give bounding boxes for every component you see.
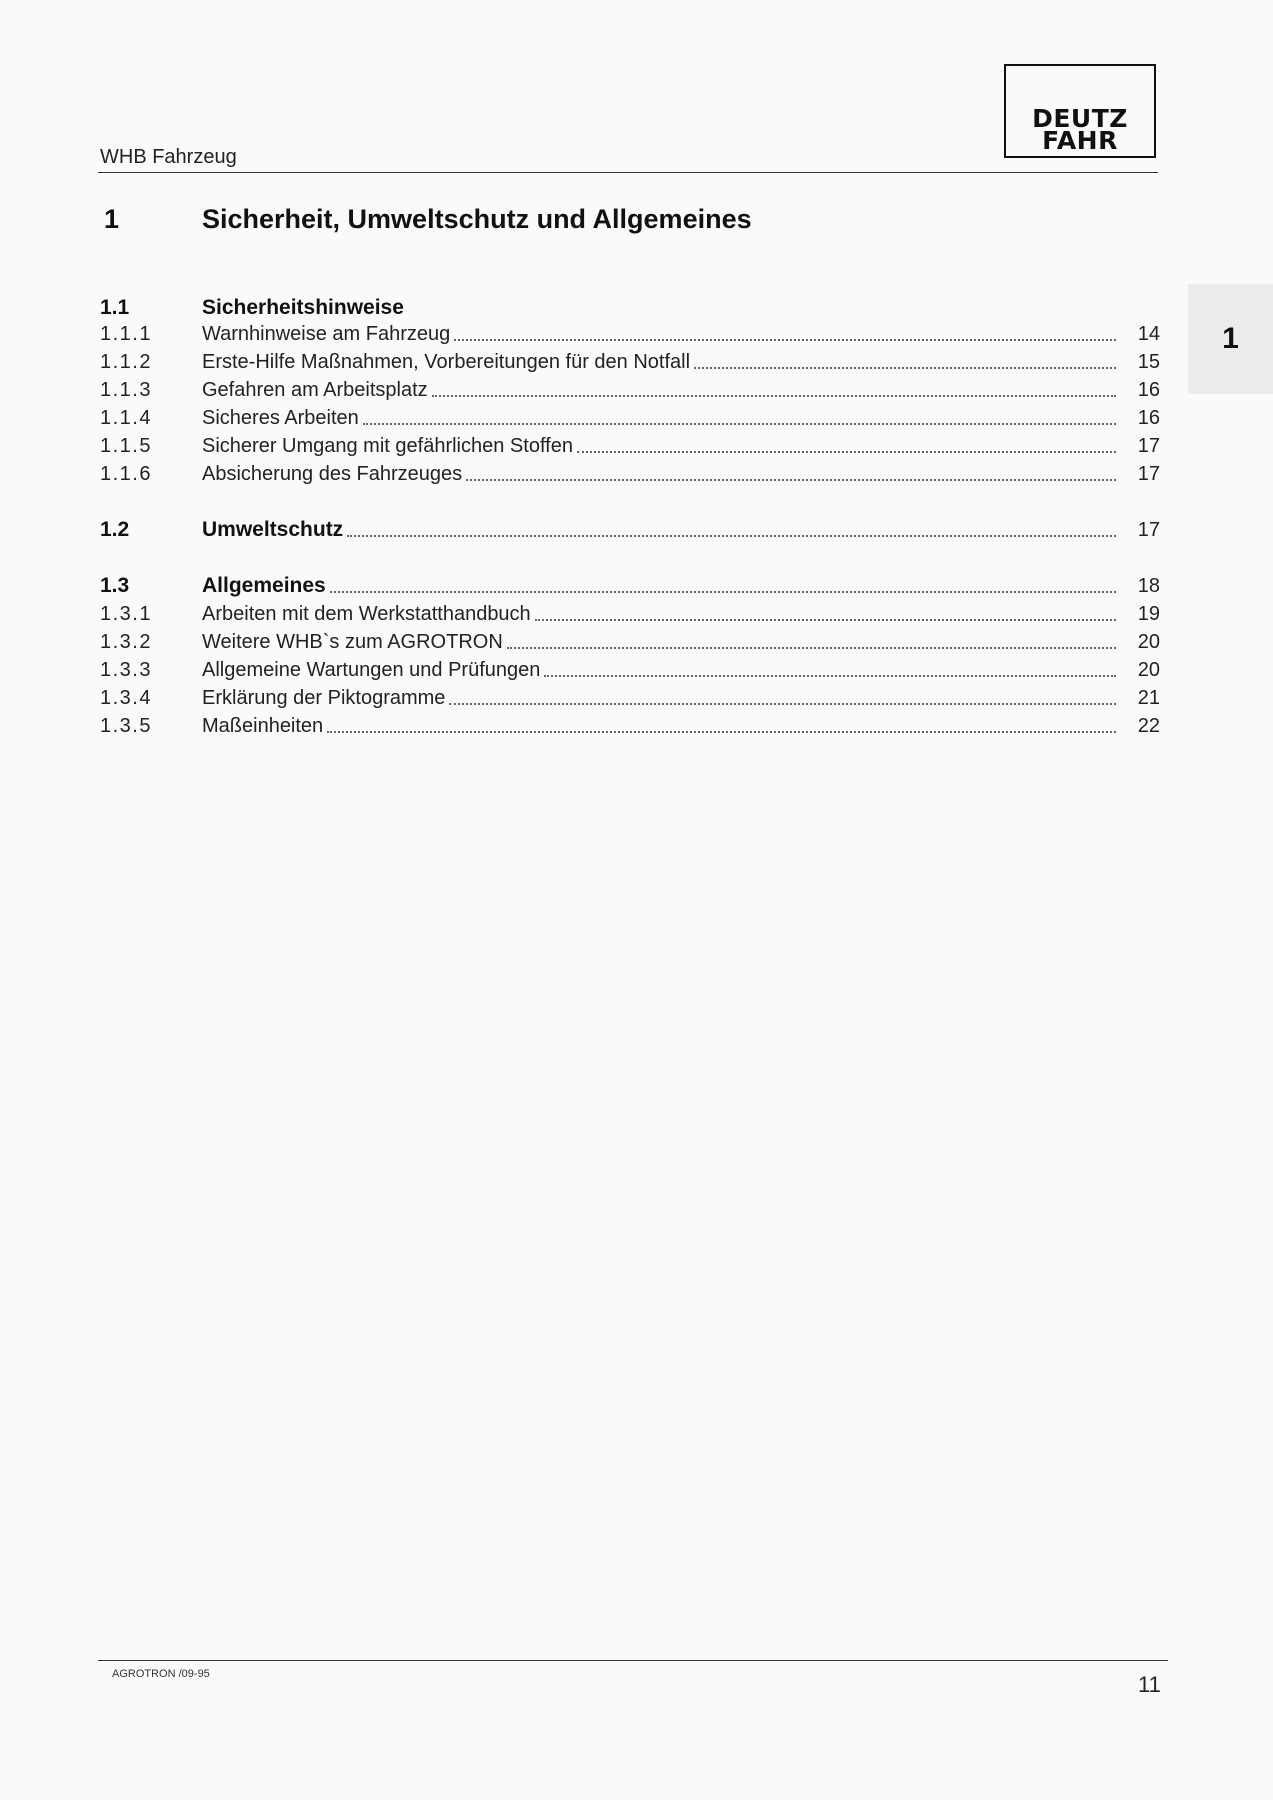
chapter-tab-label: 1	[1222, 322, 1239, 355]
toc-entry-title: Weitere WHB`s zum AGROTRON	[202, 631, 503, 653]
toc-entry	[100, 430, 1160, 458]
toc-dot-leader	[577, 451, 1116, 453]
toc-dot-leader	[432, 395, 1116, 397]
toc-entry-title: Erklärung der Piktogramme	[202, 687, 446, 709]
toc-entry-number: 1.3.2	[100, 631, 152, 653]
toc-entry-number: 1.1.2	[100, 351, 152, 373]
toc-entry	[100, 514, 1160, 542]
toc-entry-number: 1.1	[100, 296, 130, 319]
toc-entry-page: 17	[1137, 463, 1160, 485]
toc-entry-page: 20	[1137, 659, 1160, 681]
toc-entry-title: Allgemeine Wartungen und Prüfungen	[202, 659, 541, 681]
toc-dot-leader	[363, 423, 1116, 425]
chapter-tab-marker	[1188, 284, 1273, 394]
toc-entry-page: 15	[1137, 351, 1160, 373]
toc-entry	[100, 598, 1160, 626]
header-label: WHB Fahrzeug	[100, 146, 237, 168]
toc-dot-leader	[466, 479, 1116, 481]
toc-entry-number: 1.3.1	[100, 603, 152, 625]
toc-entry-page: 18	[1137, 575, 1160, 597]
toc-entry-page: 22	[1137, 715, 1160, 737]
toc-entry	[100, 654, 1160, 682]
toc-entry-page: 17	[1137, 435, 1160, 457]
logo-text-line1: DEUTZ	[1032, 104, 1128, 133]
toc-entry-title: Erste-Hilfe Maßnahmen, Vorbereitungen für den Notfall	[202, 351, 691, 373]
toc-entry-number: 1.1.1	[100, 323, 152, 345]
toc-dot-leader	[330, 591, 1116, 593]
toc-entry-title: Gefahren am Arbeitsplatz	[202, 379, 428, 401]
toc-entry-title: Maßeinheiten	[202, 715, 324, 737]
toc-entry-page: 21	[1137, 687, 1160, 709]
toc-dot-leader	[544, 675, 1116, 677]
toc-entry-number: 1.1.4	[100, 407, 152, 429]
toc-dot-leader	[327, 731, 1116, 733]
toc-entry-title: Warnhinweise am Fahrzeug	[202, 323, 451, 345]
toc-entry	[100, 318, 1160, 346]
toc-entry	[100, 374, 1160, 402]
toc-dot-leader	[694, 367, 1116, 369]
toc-entry-page: 14	[1137, 323, 1160, 345]
toc-entry	[100, 626, 1160, 654]
toc-entry-page: 19	[1137, 603, 1160, 625]
toc-dot-leader	[535, 619, 1116, 621]
header-divider	[98, 172, 1158, 173]
toc-entry	[100, 402, 1160, 430]
toc-dot-leader	[454, 339, 1116, 341]
toc-entry	[100, 346, 1160, 374]
logo-text-line2: FAHR	[1042, 126, 1118, 155]
footer-page-number: 11	[1138, 1672, 1161, 1697]
toc-entry-page: 20	[1137, 631, 1160, 653]
toc-entry-page: 17	[1137, 519, 1160, 541]
toc-entry	[100, 710, 1160, 738]
footer-edition: AGROTRON /09-95	[112, 1668, 210, 1680]
chapter-number: 1	[104, 204, 120, 234]
toc-entry-title: Sicherer Umgang mit gefährlichen Stoffen	[202, 435, 573, 457]
toc-dot-leader	[507, 647, 1116, 649]
toc-entry-number: 1.3.3	[100, 659, 152, 681]
toc-entry	[100, 292, 1160, 320]
toc-dot-leader	[449, 703, 1116, 705]
toc-entry-title: Umweltschutz	[202, 518, 344, 541]
toc-entry-title: Sicherheitshinweise	[202, 296, 404, 319]
toc-entry-number: 1.1.6	[100, 463, 152, 485]
toc-entry-title: Arbeiten mit dem Werkstatthandbuch	[202, 603, 531, 625]
deutz-fahr-logo	[1004, 64, 1156, 158]
toc-entry-number: 1.2	[100, 518, 130, 541]
toc-entry-number: 1.1.3	[100, 379, 152, 401]
toc-entry-number: 1.3.5	[100, 715, 152, 737]
toc-dot-leader	[347, 535, 1116, 537]
toc-entry-page: 16	[1137, 407, 1160, 429]
toc-entry	[100, 570, 1160, 598]
toc-entry-title: Absicherung des Fahrzeuges	[202, 463, 463, 485]
toc-entry	[100, 458, 1160, 486]
toc-entry-number: 1.1.5	[100, 435, 152, 457]
toc-entry-title: Allgemeines	[202, 574, 326, 597]
toc-entry-number: 1.3	[100, 574, 130, 597]
footer-divider	[98, 1660, 1168, 1661]
toc-entry	[100, 682, 1160, 710]
chapter-title: Sicherheit, Umweltschutz und Allgemeines	[202, 204, 752, 234]
toc-entry-title: Sicheres Arbeiten	[202, 407, 359, 429]
toc-entry-page: 16	[1137, 379, 1160, 401]
toc-entry-number: 1.3.4	[100, 687, 152, 709]
